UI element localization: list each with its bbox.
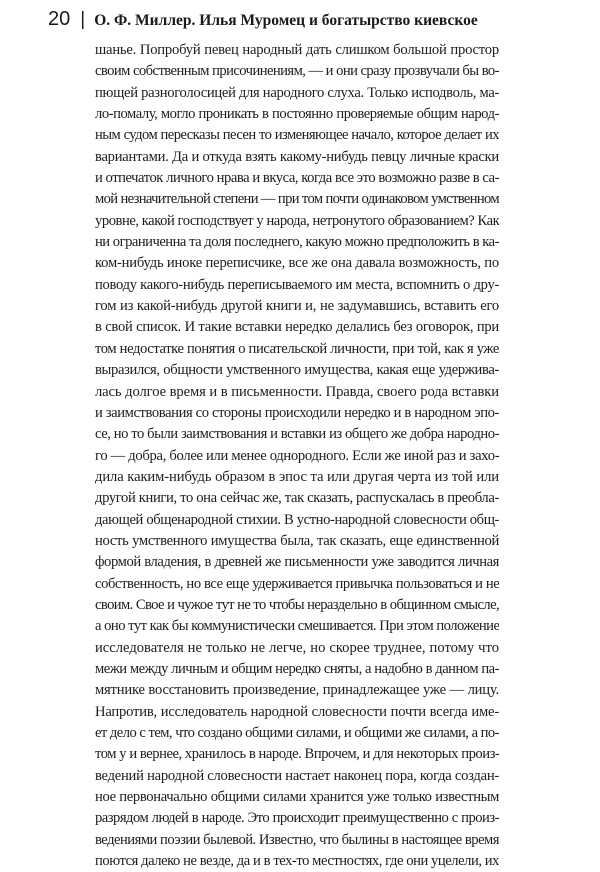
text-line: шанье. Попробуй певец народный дать слишком большой простор — [95, 42, 499, 58]
text-line: ет дело с тем, что создано общими силами, и общими же силами, а по- — [95, 725, 499, 741]
text-line: лась долгое время и в письменности. Правда, своего рода вставки — [95, 383, 499, 400]
text-line: межи между личным и общим нередко сняты, а надобно в данном па- — [95, 660, 499, 677]
text-line: се, но то были заимствования и вставки из общего же добра народно- — [95, 426, 499, 443]
text-line: своим собственным присочинениям, — и они сразу прозвучали бы во- — [95, 63, 499, 80]
text-line: уровне, какой господствует у народа, нетронутого образованием? Как — [95, 212, 499, 229]
text-line: разрядом людей в народе. Это происходит преимущественно с произ- — [95, 810, 499, 827]
text-line: ведений народной словесности настает наконец пора, когда создан- — [95, 767, 499, 784]
text-line: и заимствования со стороны происходили нередко и в народном эпо- — [95, 404, 499, 421]
text-line: дила каким-нибудь образом в эпос та или другая черта из той или — [95, 468, 499, 485]
text-line: поводу какого-нибудь переписываемого им места, вспомнить о дру- — [95, 276, 499, 293]
text-line: том недостатке понятия о писательской личности, при той, как я уже — [95, 340, 499, 357]
text-line: ведениями поэзии былевой. Известно, что былины в настоящее время — [95, 831, 499, 848]
text-line: гом из какой-нибудь другой книги и, не задумавшись, вставить его — [95, 298, 499, 315]
text-line: пющей разноголосицей для народного слуха. Только исподволь, ма- — [95, 84, 499, 101]
text-line: ность умственного имущества была, так сказать, еще единственной — [95, 532, 499, 549]
text-line: собственность, но все еще удерживается привычка пользоваться и не — [95, 575, 499, 592]
text-line: ное первоначально общими силами хранится уже только известным — [95, 789, 499, 806]
text-line: Напротив, исследователь народной словесности почти всегда име- — [95, 703, 499, 720]
text-line: мой незначительной степени — при том почти одинаковом умственном — [95, 191, 499, 208]
text-line: а оно тут как бы коммунистически смешивается. При этом положение — [95, 618, 499, 635]
text-line: своим. Свое и чужое тут не то чтобы нераздельно в общинном смысле, — [95, 596, 499, 613]
running-head — [48, 8, 580, 36]
text-line: том у и вернее, хранилось в народе. Впрочем, и для некоторых произ- — [95, 746, 499, 763]
text-line: ни ограниченна та доля последнего, какую можно предположить в ка- — [95, 234, 499, 251]
text-line: другой книги, то она сейчас же, так сказать, распускалась в преобла- — [95, 490, 499, 507]
text-line: ло-помалу, могло проникать в постоянно проверяемые общим народ- — [95, 106, 499, 123]
text-line: поются далеко не везде, да и в тех-то местностях, где они уцелели, их — [95, 853, 499, 870]
text-line: ным судом пересказы песен то изменяющее начало, которое делает их — [95, 127, 499, 144]
text-line: мятнике восстановить произведение, принадлежащее уже — лицу. — [95, 682, 499, 699]
running-title: О. Ф. Миллер. Илья Муромец и богатырство киевское — [94, 12, 478, 29]
text-line: исследователя не только не легче, но скорее труднее, потому что — [95, 639, 499, 656]
text-line: и отпечаток личного нрава и вкуса, когда все это возможно разве в са- — [95, 170, 499, 187]
header-separator: | — [80, 9, 86, 30]
text-line: го — добра, более или менее однородного. Если же иной раз и захо- — [95, 447, 499, 464]
text-line: в свой список. И такие вставки нередко делались без оговорок, при — [95, 319, 499, 336]
text-line: выразился, общности умственного имущества, какая еще удержива- — [95, 362, 499, 379]
text-line: ком-нибудь иноке переписчике, все же она давала возможность, по — [95, 255, 499, 272]
text-line: дающей общенародной стихии. В устно-народной словесности общ- — [95, 511, 499, 528]
body-text — [95, 40, 499, 872]
text-line: формой владения, в древней же письменности уже заводится личная — [95, 554, 499, 571]
page-number: 20 — [48, 8, 71, 30]
text-line: вариантами. Да и откуда взять какому-нибудь певцу личные краски — [95, 148, 499, 165]
